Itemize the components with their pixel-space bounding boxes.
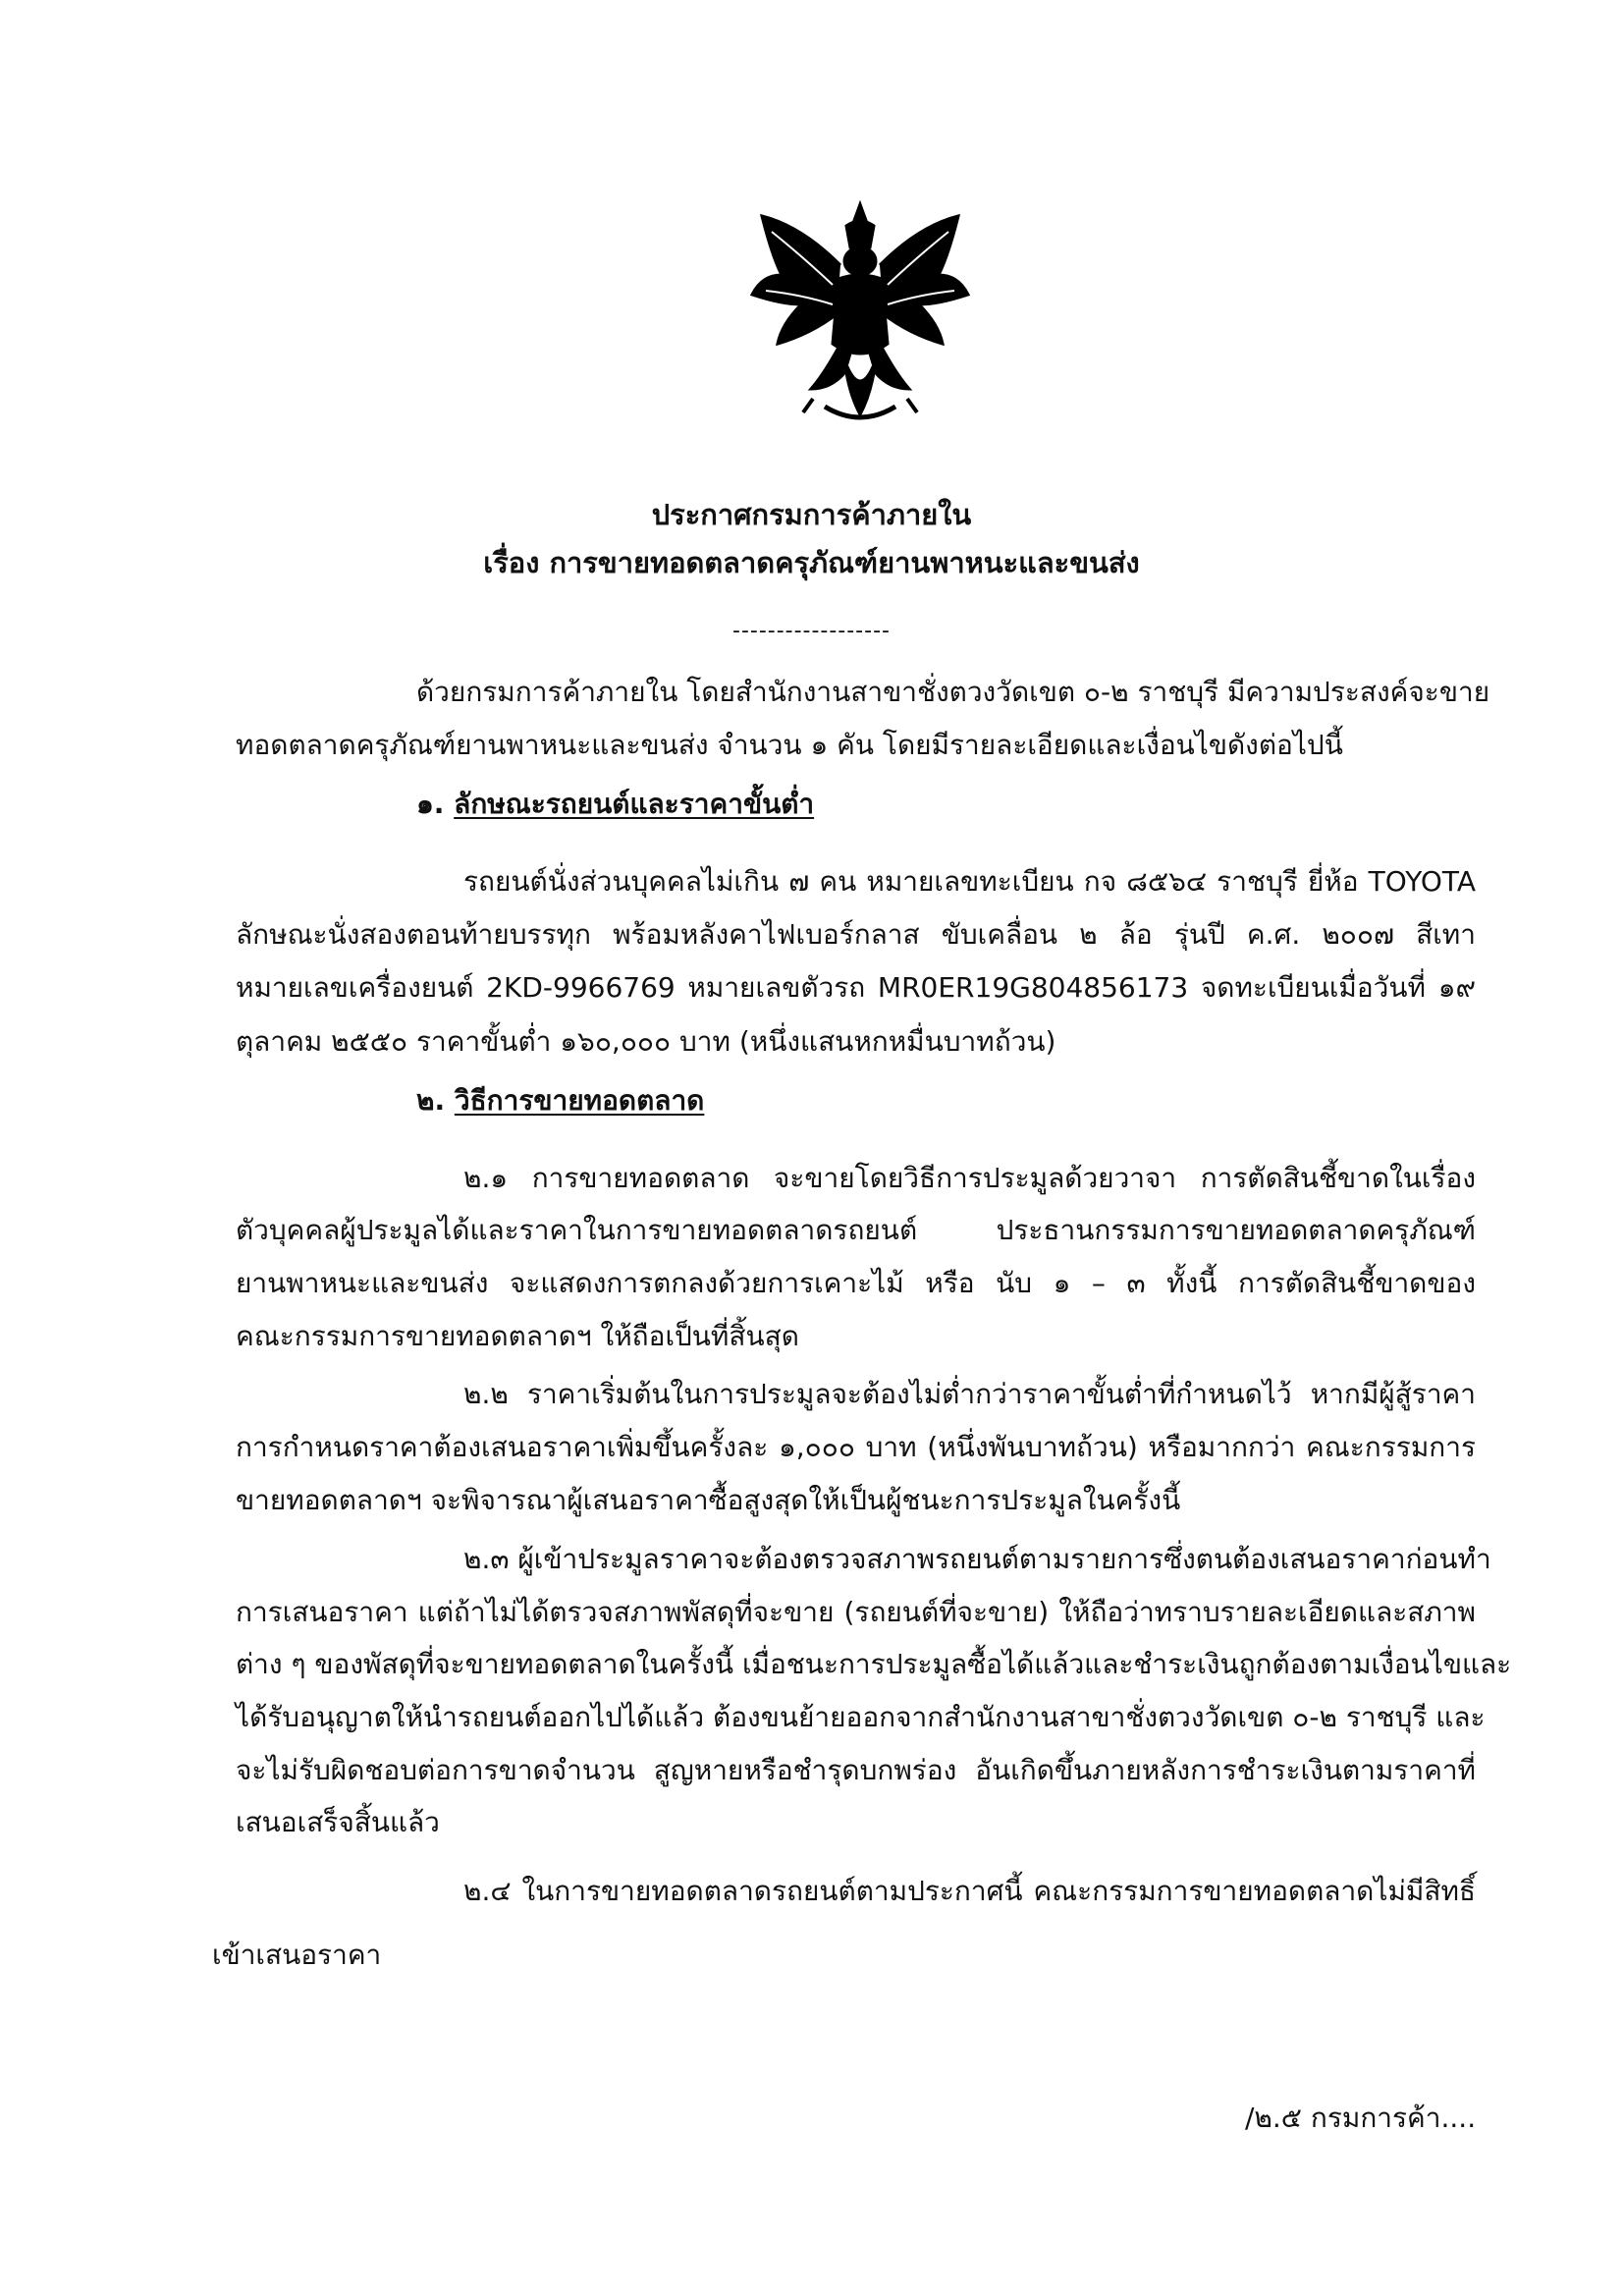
section-1-line: ตุลาคม ๒๕๕๐ ราคาขั้นต่ำ ๑๖๐,๐๐๐ บาท (หนึ่งแสนหกหมื่นบาทถ้วน) [236,1025,1056,1058]
paragraph-2-4-line: ๒.๔ ในการขายทอดตลาดรถยนต์ตามประกาศนี้ คณะกรรมการขายทอดตลาดไม่มีสิทธิ์ [463,1875,1476,1907]
heading-divider: ------------------ [732,619,891,643]
paragraph-2-4-line: เข้าเสนอราคา [212,1939,382,1971]
section-1-line: ลักษณะนั่งสองตอนท้ายบรรทุก พร้อมหลังคาไฟเบอร์กลาส ขับเคลื่อน ๒ ล้อ รุ่นปี ค.ศ. ๒๐๐๗ สีเทา [236,918,1476,951]
section-1-heading [416,785,814,824]
section-1-number: ๑. [416,788,445,820]
intro-line: ทอดตลาดครุภัณฑ์ยานพาหนะและขนส่ง จำนวน ๑ คัน โดยมีรายละเอียดและเงื่อนไขดังต่อไปนี้ [236,729,1343,761]
paragraph-2-1-line: ๒.๑ การขายทอดตลาด จะขายโดยวิธีการประมูลด้วยวาจา การตัดสินชี้ขาดในเรื่อง [463,1162,1476,1194]
section-1-line: รถยนต์นั่งส่วนบุคคลไม่เกิน ๗ คน หมายเลขทะเบียน กจ ๘๕๖๔ ราชบุรี ยี่ห้อ TOYOTA [463,865,1476,898]
paragraph-2-2-line: การกำหนดราคาต้องเสนอราคาเพิ่มขึ้นครั้งละ ๑,๐๐๐ บาท (หนึ่งพันบาทถ้วน) หรือมากกว่า คณะกรรมการ [236,1431,1476,1463]
section-1-title: ลักษณะรถยนต์และราคาขั้นต่ำ [454,788,815,820]
paragraph-2-1-line: ยานพาหนะและขนส่ง จะแสดงการตกลงด้วยการเคาะไม้ หรือ นับ ๑ – ๓ ทั้งนี้ การตัดสินชี้ขาดของ [236,1267,1476,1299]
paragraph-2-2-line: ๒.๒ ราคาเริ่มต้นในการประมูลจะต้องไม่ต่ำกว่าราคาขั้นต่ำที่กำหนดไว้ หากมีผู้สู้ราคา [463,1378,1476,1410]
paragraph-2-3-line: ๒.๓ ผู้เข้าประมูลราคาจะต้องตรวจสภาพรถยนต์ตามรายการซึ่งตนต้องเสนอราคาก่อนทำ [463,1543,1491,1575]
paragraph-2-3-line: ต่าง ๆ ของพัสดุที่จะขายทอดตลาดในครั้งนี้ เมื่อชนะการประมูลซื้อได้แล้วและชำระเงินถูกต้องตามเงื่อนไขและ [236,1648,1512,1680]
section-2-title: วิธีการขายทอดตลาด [454,1084,705,1117]
section-2-number: ๒. [416,1084,446,1117]
paragraph-2-1-line: คณะกรรมการขายทอดตลาดฯ ให้ถือเป็นที่สิ้นสุด [236,1320,799,1352]
paragraph-2-3-line: เสนอเสร็จสิ้นแล้ว [236,1806,440,1838]
paragraph-2-3-line: ได้รับอนุญาตให้นำรถยนต์ออกไปได้แล้ว ต้องขนย้ายออกจากสำนักงานสาขาชั่งตวงวัดเขต ๐-๒ ราชบุรี และ [236,1701,1486,1733]
section-1-line: หมายเลขเครื่องยนต์ 2KD-9966769 หมายเลขตัวรถ MR0ER19G804856173 จดทะเบียนเมื่อวันที่ ๑๙ [236,971,1476,1004]
paragraph-2-3-line: การเสนอราคา แต่ถ้าไม่ได้ตรวจสภาพพัสดุที่จะขาย (รถยนต์ที่จะขาย) ให้ถือว่าทราบรายละเอียดและสภาพ [236,1596,1476,1628]
paragraph-2-1-line: ตัวบุคคลผู้ประมูลได้และราคาในการขายทอดตลาดรถยนต์ ประธานกรรมการขายทอดตลาดครุภัณฑ์ [236,1214,1476,1246]
document-title: ประกาศกรมการค้าภายใน [651,498,972,531]
paragraph-2-3-line: จะไม่รับผิดชอบต่อการขาดจำนวน สูญหายหรือชำรุดบกพร่อง อันเกิดขึ้นภายหลังการชำระเงินตามราคาที่ [236,1754,1476,1786]
section-2-heading [416,1081,704,1121]
intro-line: ด้วยกรมการค้าภายใน โดยสำนักงานสาขาชั่งตวงวัดเขต ๐-๒ ราชบุรี มีความประสงค์จะขาย [416,676,1490,708]
page-continuation: /๒.๕ กรมการค้า.... [1245,2102,1477,2134]
document-subject: เรื่อง การขายทอดตลาดครุภัณฑ์ยานพาหนะและขนส่ง [483,546,1140,579]
garuda-emblem-icon [742,196,978,432]
paragraph-2-2-line: ขายทอดตลาดฯ จะพิจารณาผู้เสนอราคาซื้อสูงสุดให้เป็นผู้ชนะการประมูลในครั้งนี้ [236,1484,1181,1516]
